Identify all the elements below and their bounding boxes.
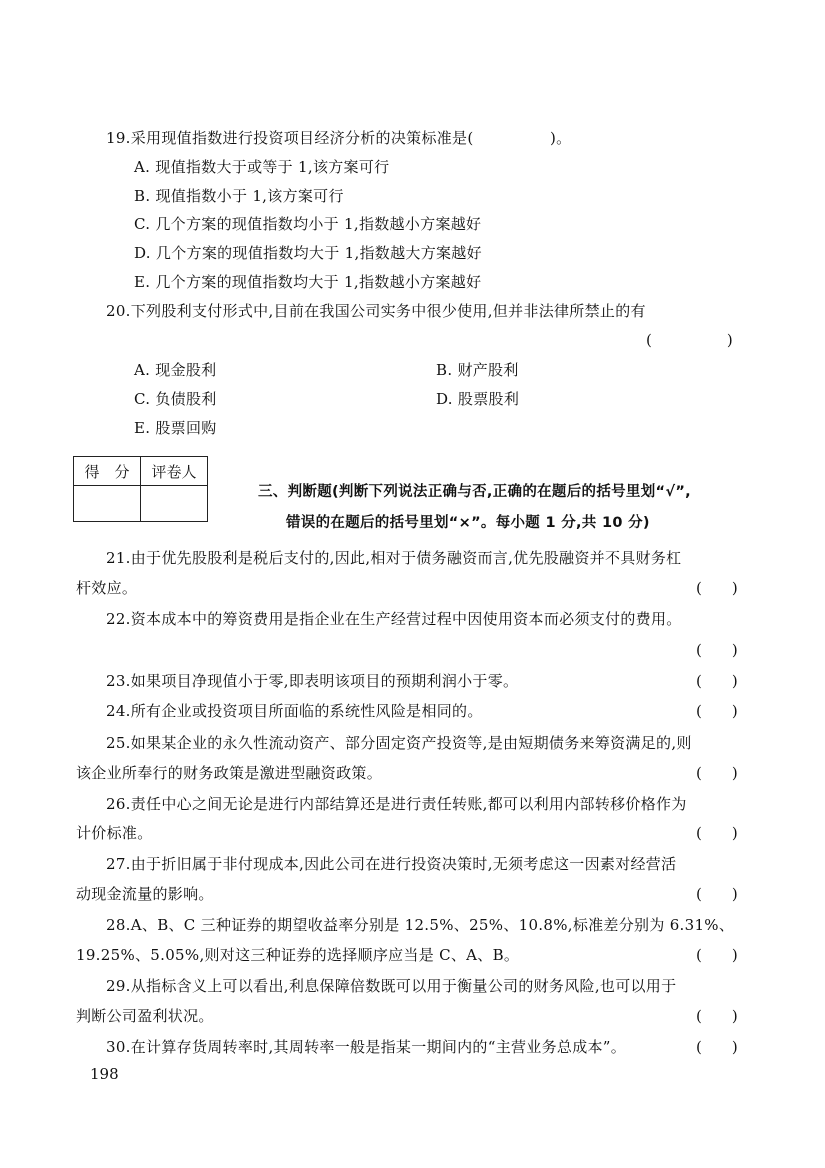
question-27-line-1: 27.由于折旧属于非付现成本,因此公司在进行投资决策时,无须考虑这一因素对经营活 [106,855,677,873]
question-21-line-1: 21.由于优先股股利是税后支付的,因此,相对于债务融资而言,优先股融资并不具财务杠 [106,549,682,567]
question-19-stem: 19.采用现值指数进行投资项目经济分析的决策标准是( )。 [106,129,572,147]
section-3-title-line-2: 错误的在题后的括号里划“×”。每小题 1 分,共 10 分) [286,515,650,531]
question-21-bracket: ( ) [696,579,738,597]
question-30-bracket: ( ) [696,1038,738,1056]
question-22-bracket: ( ) [696,641,738,659]
question-25-bracket: ( ) [696,764,738,782]
question-19-option-d: D. 几个方案的现值指数均大于 1,指数越大方案越好 [134,244,482,262]
question-28-line-1: 28.A、B、C 三种证券的期望收益率分别是 12.5%、25%、10.8%,标准差分别为 6.31%、 [106,916,735,934]
question-20-option-d: D. 股票股利 [436,390,520,408]
question-20-option-c: C. 负债股利 [134,390,217,408]
score-box-header-grader: 评卷人 [141,457,208,486]
question-20-option-e: E. 股票回购 [134,419,217,437]
question-29-line-2: 判断公司盈利状况。 [76,1007,214,1025]
question-27-bracket: ( ) [696,885,738,903]
score-box [73,456,208,522]
section-3-title-line-1: 三、判断题(判断下列说法正确与否,正确的在题后的括号里划“√”, [258,484,691,500]
question-24: 24.所有企业或投资项目所面临的系统性风险是相同的。 [106,702,483,720]
question-19-option-a: A. 现值指数大于或等于 1,该方案可行 [134,158,390,176]
question-20-option-b: B. 财产股利 [436,361,519,379]
question-25-line-1: 25.如果某企业的永久性流动资产、部分固定资产投资等,是由短期债务来筹资满足的,则 [106,734,692,752]
question-29-bracket: ( ) [696,1007,738,1025]
score-box-grader-cell[interactable] [141,486,208,522]
question-21-line-2: 杆效应。 [76,579,138,597]
question-19-option-e: E. 几个方案的现值指数均大于 1,指数越小方案越好 [134,273,482,291]
question-20-bracket: ( ) [646,331,733,349]
question-20-stem: 20.下列股利支付形式中,目前在我国公司实务中很少使用,但并非法律所禁止的有 [106,302,646,320]
question-24-bracket: ( ) [696,702,738,720]
question-30: 30.在计算存货周转率时,其周转率一般是指某一期间内的“主营业务总成本”。 [106,1038,627,1056]
question-23-bracket: ( ) [696,672,738,690]
question-27-line-2: 动现金流量的影响。 [76,885,214,903]
question-19-option-b: B. 现值指数小于 1,该方案可行 [134,187,344,205]
score-box-score-cell[interactable] [74,486,141,522]
question-26-line-2: 计价标准。 [76,824,153,842]
question-25-line-2: 该企业所奉行的财务政策是激进型融资政策。 [76,764,383,782]
question-26-bracket: ( ) [696,824,738,842]
question-22-line-1: 22.资本成本中的筹资费用是指企业在生产经营过程中因使用资本而必须支付的费用。 [106,610,682,628]
question-29-line-1: 29.从指标含义上可以看出,利息保障倍数既可以用于衡量公司的财务风险,也可以用于 [106,977,677,995]
question-23: 23.如果项目净现值小于零,即表明该项目的预期利润小于零。 [106,672,519,690]
score-box-header-score: 得 分 [74,457,141,486]
question-28-bracket: ( ) [696,946,738,964]
question-19-option-c: C. 几个方案的现值指数均小于 1,指数越小方案越好 [134,215,482,233]
page-number: 198 [90,1065,119,1083]
question-26-line-1: 26.责任中心之间无论是进行内部结算还是进行责任转账,都可以利用内部转移价格作为 [106,795,687,813]
question-20-option-a: A. 现金股利 [134,361,217,379]
question-28-line-2: 19.25%、5.05%,则对这三种证券的选择顺序应当是 C、A、B。 [76,946,520,964]
